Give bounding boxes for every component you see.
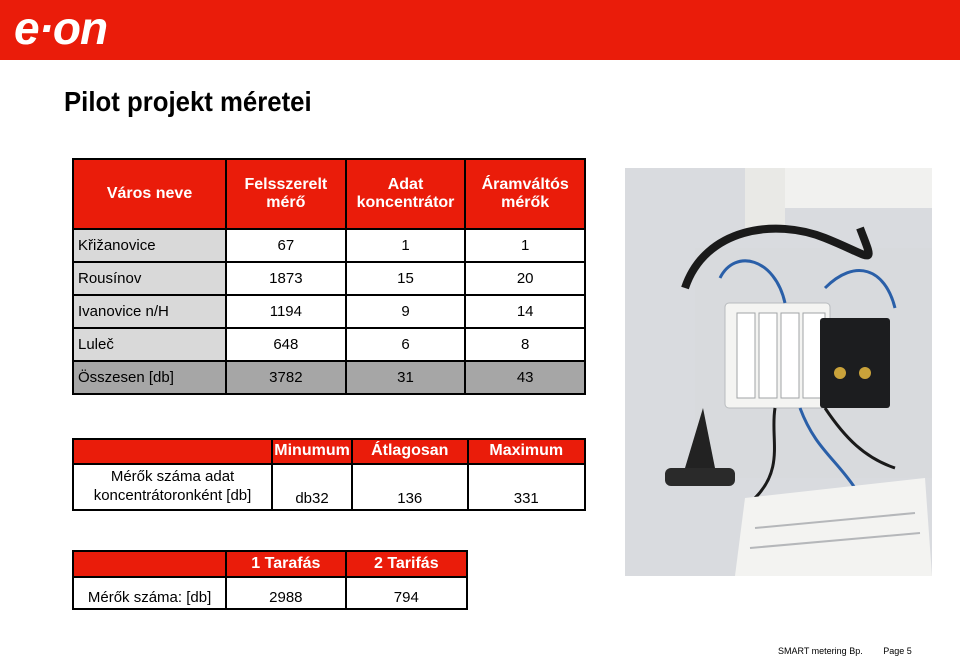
tariff-table	[72, 550, 468, 610]
cell-concentrator: 9	[346, 295, 466, 328]
header-minimum: Minumum	[272, 439, 352, 464]
footer	[778, 646, 930, 656]
header-average: Átlagosan	[352, 439, 468, 464]
cell-meters: 1194	[226, 295, 346, 328]
tariff-header-blank	[73, 551, 226, 577]
footer-page: Page 5	[883, 646, 912, 656]
cell-concentrator: 15	[346, 262, 466, 295]
table-row	[73, 328, 585, 361]
stats-row	[73, 464, 585, 510]
stats-header-blank	[73, 439, 272, 464]
header-bar	[0, 0, 960, 60]
meter-cabinet-photo	[625, 168, 932, 576]
city-name: Rousínov	[73, 262, 226, 295]
header-concentrator: Adat koncentrátor	[346, 159, 466, 229]
cell-ct-meters: 20	[465, 262, 585, 295]
cell-meters: 67	[226, 229, 346, 262]
table-row	[73, 262, 585, 295]
cell-meters: 648	[226, 328, 346, 361]
cell-concentrator: 6	[346, 328, 466, 361]
footer-left: SMART metering Bp.	[778, 646, 863, 656]
tariff-header-row	[73, 551, 467, 577]
stats-maximum: 331	[468, 464, 585, 510]
header-city: Város neve	[73, 159, 226, 229]
header-two-tariff: 2 Tarifás	[346, 551, 467, 577]
pilot-size-table	[72, 158, 586, 395]
cell-ct-meters: 8	[465, 328, 585, 361]
city-name: Luleč	[73, 328, 226, 361]
header-one-tariff: 1 Tarafás	[226, 551, 345, 577]
cell-meters: 1873	[226, 262, 346, 295]
stats-header-row	[73, 439, 585, 464]
header-ct-meters: Áramváltós mérők	[465, 159, 585, 229]
header-meters: Felsszerelt mérő	[226, 159, 346, 229]
stats-average: 136	[352, 464, 468, 510]
page-title: Pilot projekt méretei	[64, 86, 312, 117]
tariff-two-value: 794	[346, 577, 467, 609]
tariff-row	[73, 577, 467, 609]
stats-row-label: Mérők száma adat koncentrátoronként [db]	[73, 464, 272, 510]
table-row	[73, 295, 585, 328]
tariff-one-value: 2988	[226, 577, 345, 609]
total-row	[73, 361, 585, 394]
total-meters: 3782	[226, 361, 346, 394]
table-header-row	[73, 159, 585, 229]
city-name: Křižanovice	[73, 229, 226, 262]
eon-logo: e·on	[14, 2, 108, 54]
tariff-row-label: Mérők száma: [db]	[73, 577, 226, 609]
table-row	[73, 229, 585, 262]
cell-ct-meters: 1	[465, 229, 585, 262]
total-ct-meters: 43	[465, 361, 585, 394]
total-label: Összesen [db]	[73, 361, 226, 394]
cell-ct-meters: 14	[465, 295, 585, 328]
stats-minimum: db32	[272, 464, 352, 510]
concentrator-stats-table	[72, 438, 586, 511]
header-maximum: Maximum	[468, 439, 585, 464]
cell-concentrator: 1	[346, 229, 466, 262]
city-name: Ivanovice n/H	[73, 295, 226, 328]
total-concentrator: 31	[346, 361, 466, 394]
